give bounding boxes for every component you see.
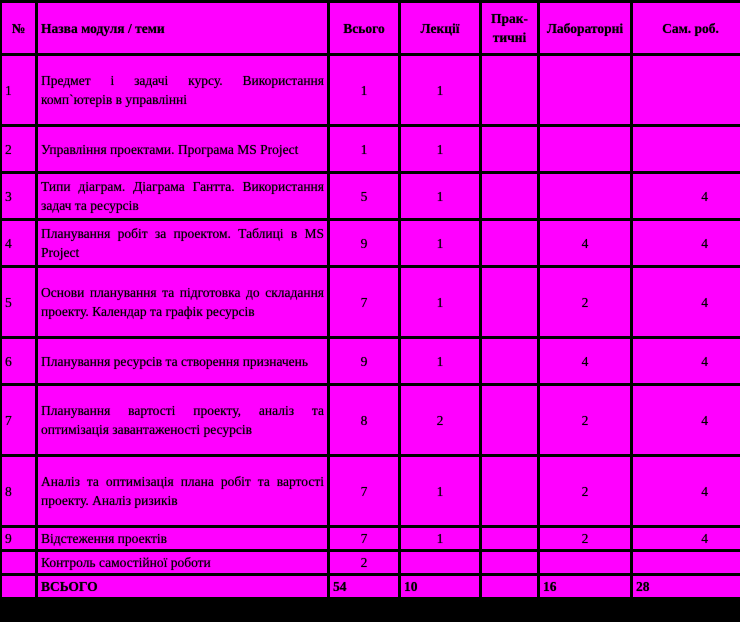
cell-self <box>633 552 740 573</box>
cell-num: 9 <box>2 528 35 549</box>
header-labs: Лабораторні <box>540 3 630 53</box>
cell-labs: 4 <box>540 339 630 383</box>
cell-labs <box>540 127 630 171</box>
cell-practical <box>482 457 537 525</box>
header-lectures: Лекції <box>401 3 479 53</box>
cell-labs <box>540 56 630 124</box>
cell-labs: 2 <box>540 457 630 525</box>
cell-practical <box>482 56 537 124</box>
cell-total: 9 <box>330 339 398 383</box>
cell-lectures: 1 <box>401 221 479 265</box>
cell-lectures: 1 <box>401 56 479 124</box>
cell-self: 4 <box>633 268 740 336</box>
cell-num: 6 <box>2 339 35 383</box>
cell-topic: Основи планування та підготовка до складання проекту. Календар та графік ресурсів <box>38 268 327 336</box>
cell-practical <box>482 221 537 265</box>
cell-labs: 2 <box>540 268 630 336</box>
cell-self: 4 <box>633 339 740 383</box>
cell-total: 8 <box>330 386 398 454</box>
table-row <box>2 174 740 218</box>
header-total: Всього <box>330 3 398 53</box>
cell-topic: Планування вартості проекту, аналіз та оптимізація завантаженості ресурсів <box>38 386 327 454</box>
cell-total: 5 <box>330 174 398 218</box>
cell-total: 7 <box>330 457 398 525</box>
cell-practical <box>482 386 537 454</box>
cell-topic: Аналіз та оптимізація плана робіт та вартості проекту. Аналіз ризиків <box>38 457 327 525</box>
header-self: Сам. роб. <box>633 3 740 53</box>
cell-lectures: 1 <box>401 174 479 218</box>
cell-practical <box>482 127 537 171</box>
cell-num: 2 <box>2 127 35 171</box>
total-practical <box>482 576 537 597</box>
cell-self <box>633 56 740 124</box>
cell-practical <box>482 552 537 573</box>
table-row <box>2 339 740 383</box>
cell-lectures: 1 <box>401 268 479 336</box>
total-num <box>2 576 35 597</box>
cell-total: 1 <box>330 56 398 124</box>
table-row <box>2 268 740 336</box>
table-row <box>2 552 740 573</box>
cell-labs <box>540 174 630 218</box>
table-row <box>2 457 740 525</box>
cell-topic: Планування ресурсів та створення призначень <box>38 339 327 383</box>
table-row <box>2 386 740 454</box>
cell-topic: Контроль самостійної роботи <box>38 552 327 573</box>
cell-topic: Відстеження проектів <box>38 528 327 549</box>
total-topic: ВСЬОГО <box>38 576 327 597</box>
cell-practical <box>482 268 537 336</box>
total-total: 54 <box>330 576 398 597</box>
cell-labs: 2 <box>540 528 630 549</box>
cell-topic: Предмет і задачі курсу. Використання комп`ютерів в управлінні <box>38 56 327 124</box>
cell-total: 2 <box>330 552 398 573</box>
cell-topic: Типи діаграм. Діаграма Гантта. Використання задач та ресурсів <box>38 174 327 218</box>
cell-lectures: 1 <box>401 457 479 525</box>
table-row <box>2 528 740 549</box>
cell-self: 4 <box>633 174 740 218</box>
total-lectures: 10 <box>401 576 479 597</box>
cell-labs <box>540 552 630 573</box>
cell-total: 9 <box>330 221 398 265</box>
cell-self: 4 <box>633 528 740 549</box>
cell-num: 1 <box>2 56 35 124</box>
cell-num: 8 <box>2 457 35 525</box>
cell-lectures <box>401 552 479 573</box>
totals-row <box>2 576 740 597</box>
cell-total: 1 <box>330 127 398 171</box>
cell-num: 3 <box>2 174 35 218</box>
cell-topic: Управління проектами. Програма MS Project <box>38 127 327 171</box>
cell-lectures: 1 <box>401 339 479 383</box>
cell-total: 7 <box>330 528 398 549</box>
cell-num: 7 <box>2 386 35 454</box>
cell-self: 4 <box>633 457 740 525</box>
cell-total: 7 <box>330 268 398 336</box>
cell-practical <box>482 528 537 549</box>
cell-num: 5 <box>2 268 35 336</box>
cell-lectures: 1 <box>401 528 479 549</box>
cell-lectures: 1 <box>401 127 479 171</box>
header-num: № <box>2 3 35 53</box>
header-practical: Прак-тичні <box>482 3 537 53</box>
cell-labs: 4 <box>540 221 630 265</box>
cell-practical <box>482 174 537 218</box>
cell-topic: Планування робіт за проектом. Таблиці в MS Project <box>38 221 327 265</box>
cell-self: 4 <box>633 221 740 265</box>
total-labs: 16 <box>540 576 630 597</box>
table-row <box>2 127 740 171</box>
cell-labs: 2 <box>540 386 630 454</box>
cell-num <box>2 552 35 573</box>
cell-self: 4 <box>633 386 740 454</box>
cell-lectures: 2 <box>401 386 479 454</box>
header-row <box>2 3 740 53</box>
table-row <box>2 221 740 265</box>
cell-self <box>633 127 740 171</box>
cell-num: 4 <box>2 221 35 265</box>
header-topic: Назва модуля / теми <box>38 3 327 53</box>
table-row <box>2 56 740 124</box>
cell-practical <box>482 339 537 383</box>
total-self: 28 <box>633 576 740 597</box>
